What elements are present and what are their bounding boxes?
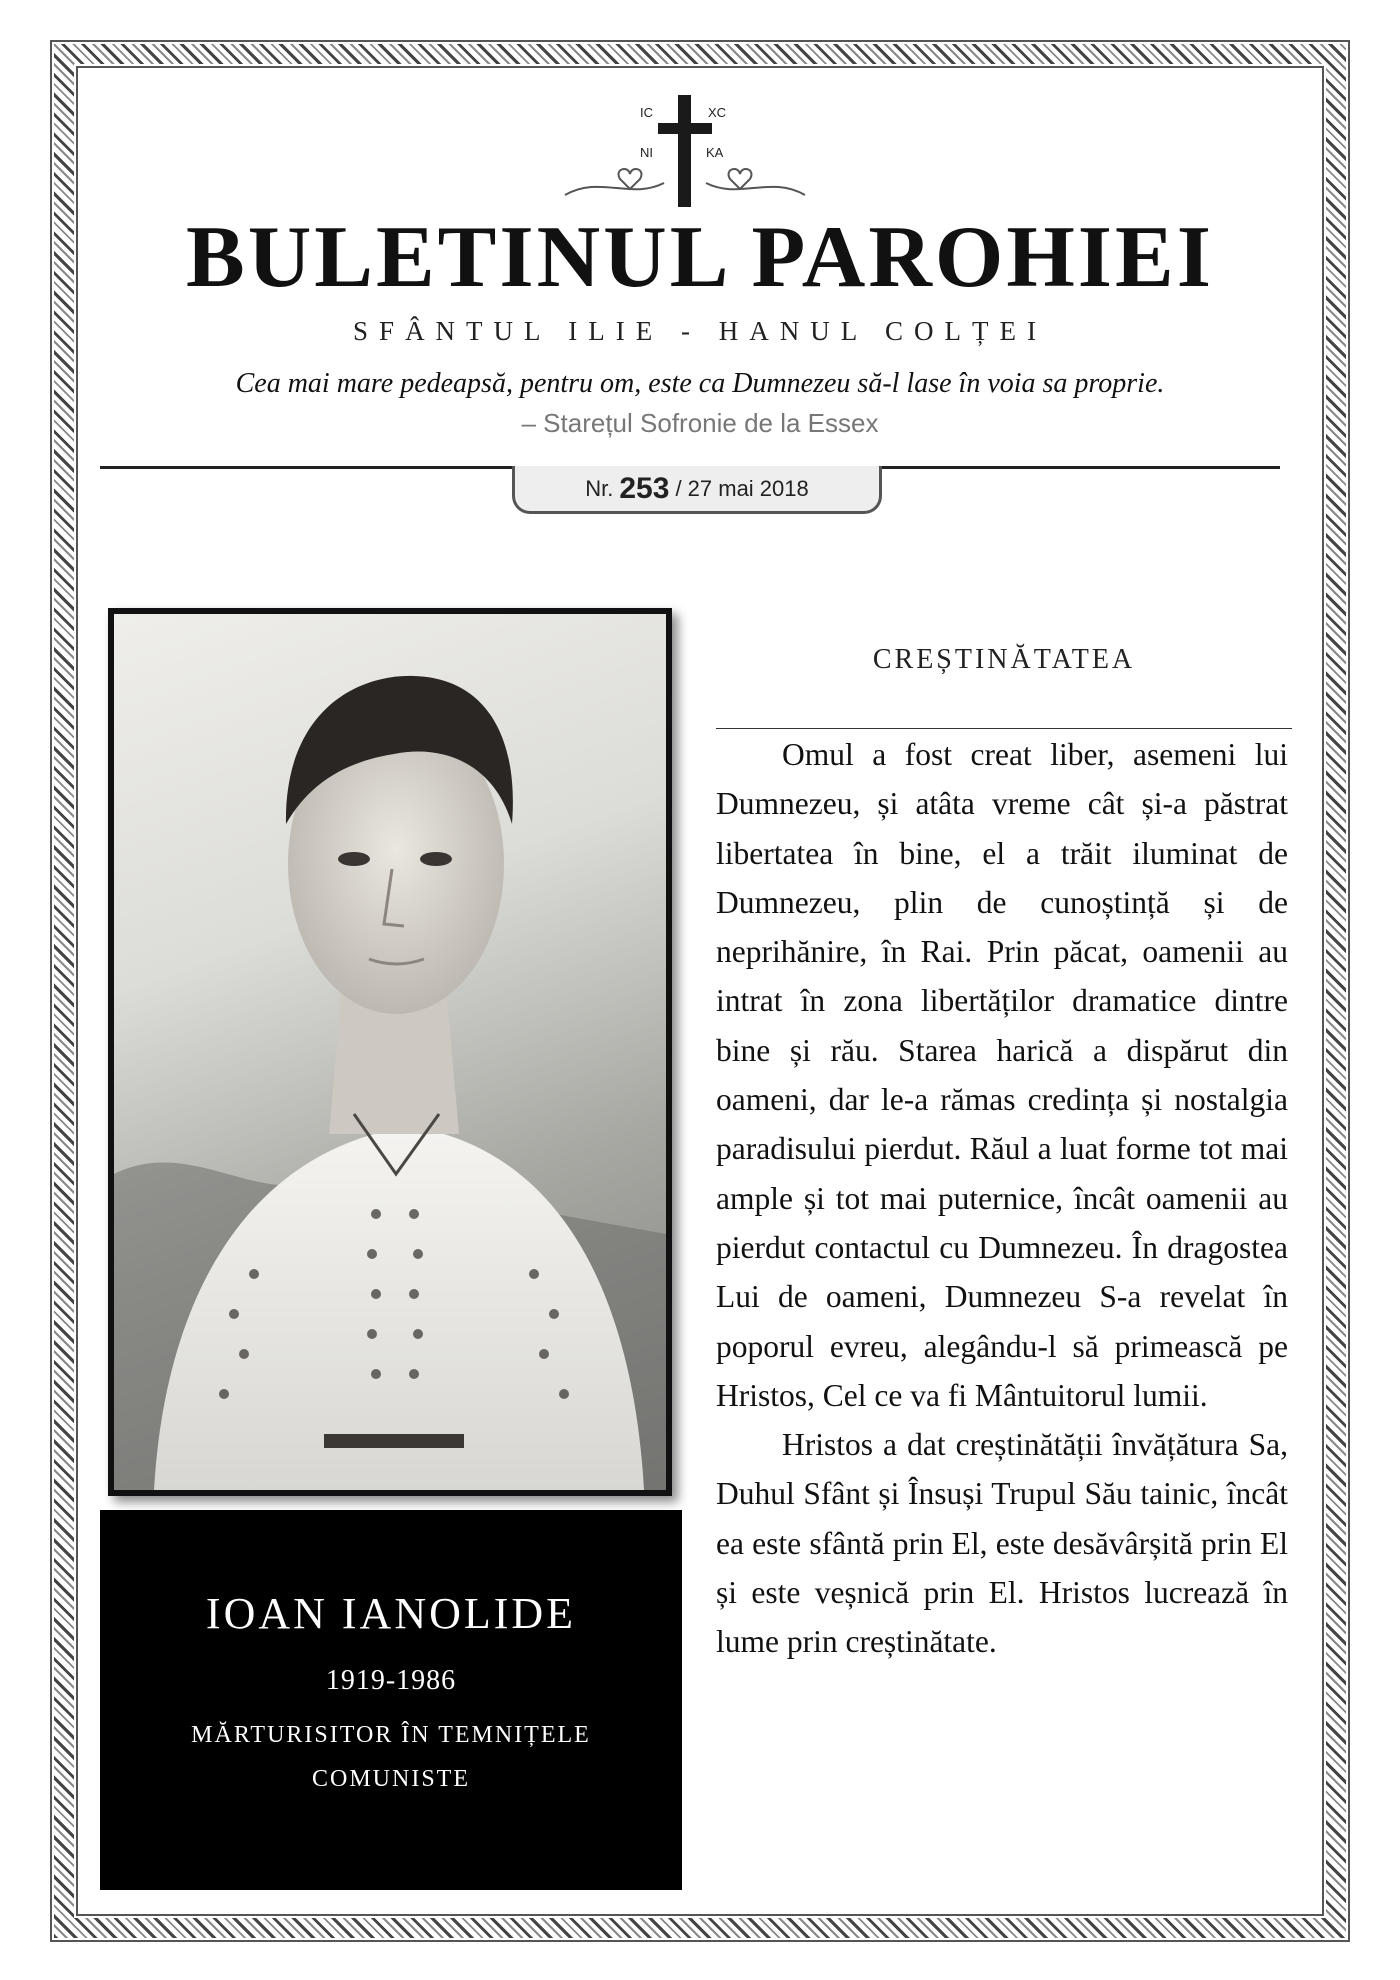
emblem-letters-ka: KA	[706, 145, 724, 160]
portrait-caption	[100, 1510, 682, 1890]
portrait-name: IOAN IANOLIDE	[205, 1589, 577, 1638]
article-body	[716, 730, 1288, 1667]
portrait-photo	[108, 608, 672, 1496]
emblem-letters-ic: IC	[640, 105, 653, 120]
article-paragraph: Omul a fost creat liber, asemeni lui Dumnezeu, și atâta vreme cât și-a păstrat libertatea în bine, el a trăit iluminat de Dumnezeu, plin de cunoștință și de neprihănire, în Rai. Prin păcat, oamenii au intrat în zona libertăților dramatice dintre bine și rău. Starea harică a dispărut din oameni, dar le-a rămas credința și nostalgia paradisului pierdut. Răul a luat forme tot mai ample și tot mai puternice, încât oamenii au pierdut contactul cu Dumnezeu. În dragostea Lui de oameni, Dumnezeu S-a revelat în poporul evreu, alegându-l să primească pe Hristos, Cel ce va fi Mântuitorul lumii.	[716, 737, 1288, 1413]
emblem-letters-xc: XC	[708, 105, 727, 120]
orthodox-cross-icon	[560, 95, 810, 215]
portrait-role: MĂRTURISITOR ÎN TEMNIȚELE COMUNISTE	[191, 1722, 591, 1792]
issue-date: / 27 mai 2018	[675, 475, 809, 501]
parish-subtitle: SFÂNTUL ILIE - HANUL COLȚEI	[353, 316, 1047, 346]
article-paragraph: Hristos a dat creștinătății învățătura Sa, Duhul Sfânt și Însuși Trupul Său tainic, încât ea este sfântă prin El, este desăvârșită prin El și este veșnică prin El. Hristos lucrează în lume prin creștinătate.	[716, 1427, 1288, 1660]
header-quote: Cea mai mare pedeapsă, pentru om, este ca Dumnezeu să-l lase în voia sa proprie.	[235, 368, 1165, 399]
issue-prefix: Nr.	[585, 475, 614, 501]
issue-number: 253	[619, 471, 670, 505]
article-title: CREȘTINĂTATEA	[872, 644, 1136, 675]
issue-tab	[512, 466, 882, 514]
portrait-years: 1919-1986	[325, 1665, 457, 1696]
quote-author: – Starețul Sofronie de la Essex	[521, 408, 879, 438]
bulletin-title: BULETINUL PAROHIEI	[186, 209, 1214, 306]
article-divider	[716, 728, 1292, 729]
emblem-letters-ni: NI	[640, 145, 653, 160]
